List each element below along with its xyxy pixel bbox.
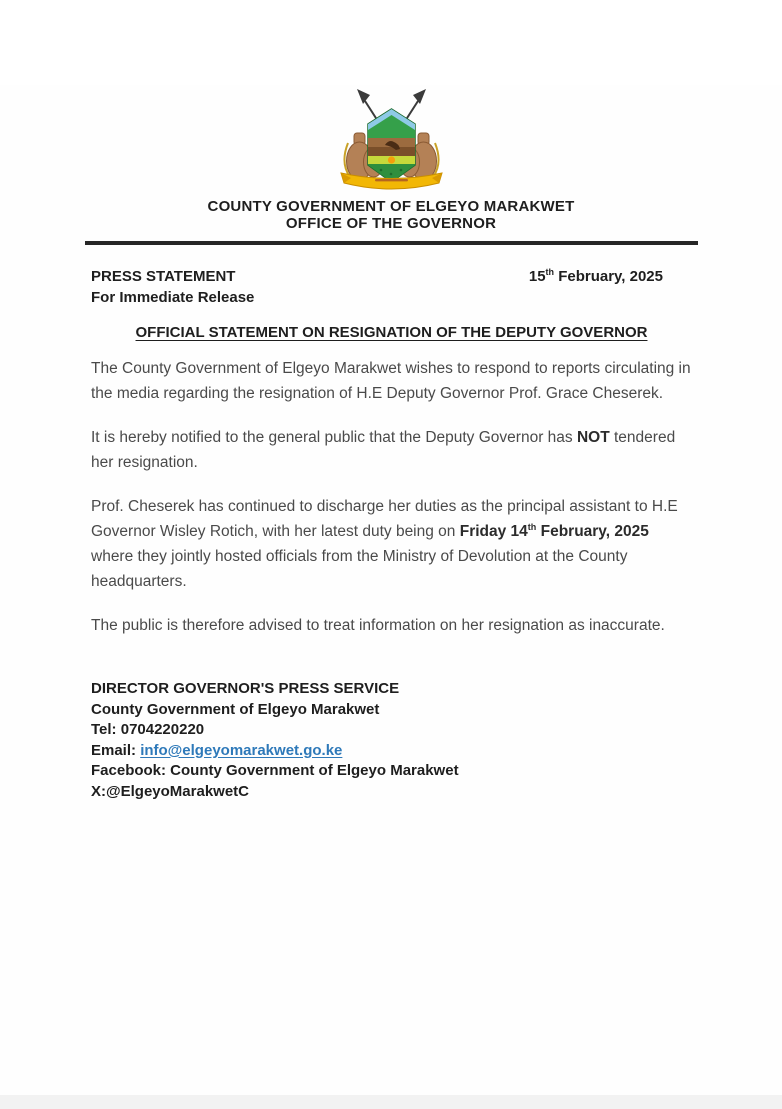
footer-x-handle: X:@ElgeyoMarakwetC xyxy=(91,782,250,800)
release-label: For Immediate Release xyxy=(91,289,255,306)
press-statement-label: PRESS STATEMENT xyxy=(91,268,236,285)
footer-org: County Government of Elgeyo Marakwet xyxy=(91,700,380,718)
footer-service: DIRECTOR GOVERNOR'S PRESS SERVICE xyxy=(91,680,400,697)
meta-left xyxy=(91,266,254,308)
paragraph-3-date-emphasis xyxy=(460,523,649,540)
footer-email-line xyxy=(91,741,782,762)
header-rule xyxy=(85,241,698,245)
date-day: 15 xyxy=(528,268,546,285)
email-link[interactable]: info@elgeyomarakwet.go.ke xyxy=(140,741,343,759)
email-label: Email: xyxy=(91,741,141,759)
statement-title: OFFICIAL STATEMENT ON RESIGNATION OF THE DEPUTY GOVERNOR xyxy=(135,324,648,341)
org-name: COUNTY GOVERNMENT OF ELGEYO MARAKWET xyxy=(207,198,575,215)
footer-tel: Tel: 0704220220 xyxy=(91,721,205,738)
statement-date xyxy=(529,266,663,287)
paragraph-2 xyxy=(91,425,691,475)
paragraph-3-text-end: where they jointly hosted officials from the Ministry of Devolution at the County headquarters. xyxy=(91,548,628,590)
paragraph-2-emphasis: NOT xyxy=(576,429,610,446)
org-office: OFFICE OF THE GOVERNOR xyxy=(285,215,497,232)
paragraph-4: The public is therefore advised to treat information on her resignation as inaccurate. xyxy=(91,617,665,634)
contact-block xyxy=(91,679,782,802)
date-rest: February, 2025 xyxy=(554,268,663,285)
meta-row xyxy=(91,266,663,308)
photo-edge-strip xyxy=(0,1095,782,1109)
paragraph-2-text-end: tendered her resignation. xyxy=(91,429,676,471)
paragraph-3-text: Prof. Cheserek has continued to discharge her duties as the principal assistant to H.E Governor Wisley Rotich, with her latest duty being on xyxy=(91,498,678,540)
paragraph-3-date-day: Friday 14 xyxy=(459,523,528,540)
paragraph-3-date-ordinal: th xyxy=(527,521,537,532)
paragraph-1: The County Government of Elgeyo Marakwet wishes to respond to reports circulating in the media regarding the resignation of H.E Deputy Governor Prof. Grace Cheserek. xyxy=(91,360,691,402)
paragraph-3 xyxy=(91,494,691,594)
date-ordinal: th xyxy=(545,267,555,277)
paragraph-3-date-rest: February, 2025 xyxy=(536,523,649,540)
statement-body xyxy=(91,356,691,638)
paragraph-2-text: It is hereby notified to the general public that the Deputy Governor has xyxy=(91,429,577,446)
footer-facebook: Facebook: County Government of Elgeyo Marakwet xyxy=(91,762,459,779)
elgeyo-marakwet-coat-of-arms xyxy=(339,85,444,195)
press-statement-document xyxy=(0,85,782,1109)
coat-of-arms-icon xyxy=(339,85,444,195)
